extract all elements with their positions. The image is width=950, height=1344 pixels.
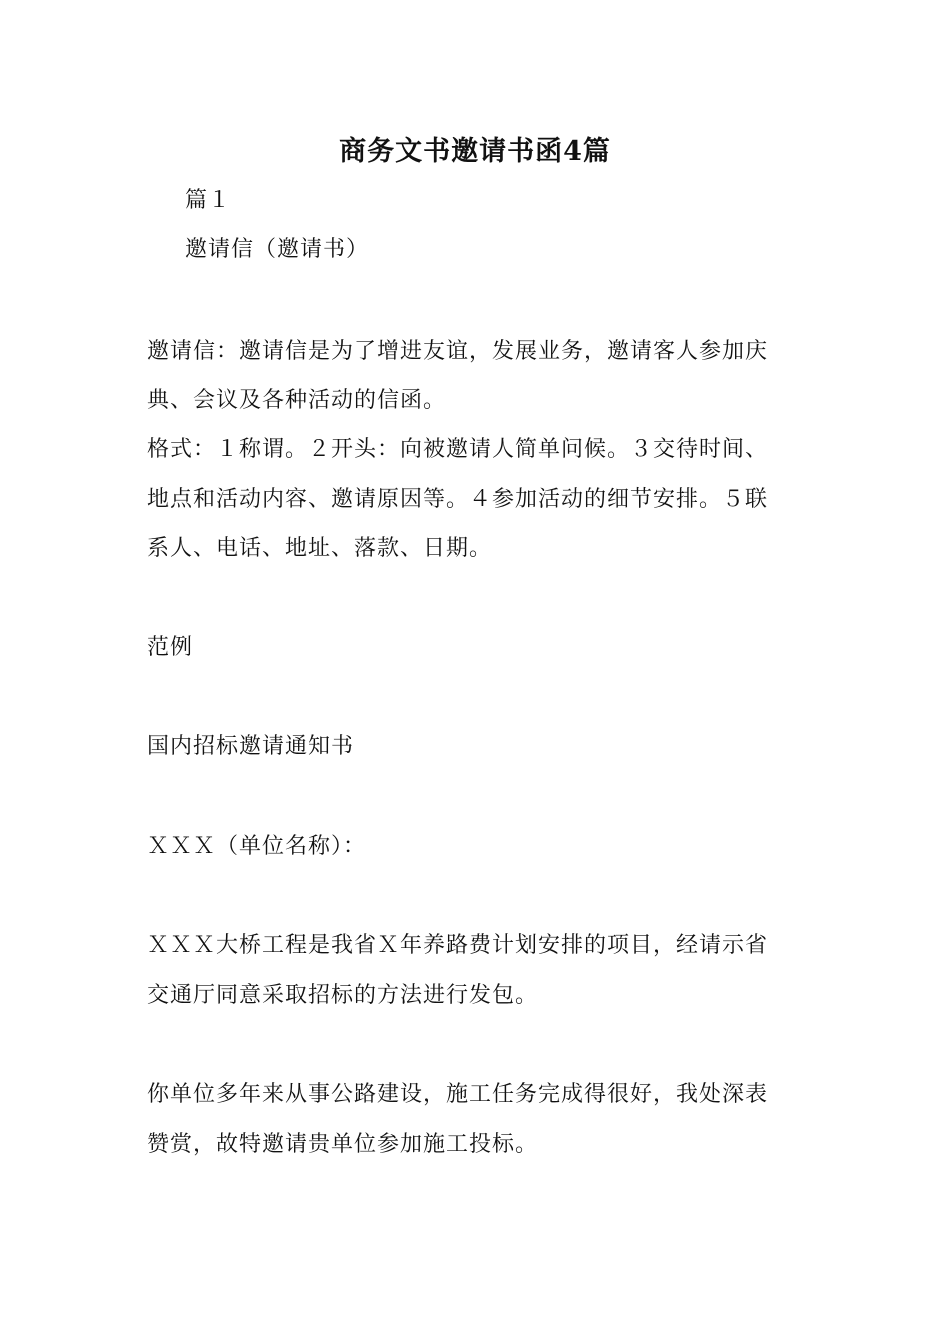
paragraph-line: 交通厅同意采取招标的方法进行发包。 (147, 983, 539, 1008)
document-title: 商务文书邀请书函4篇 (339, 136, 611, 167)
paragraph-line: 格式：１称谓。２开头：向被邀请人简单问候。３交待时间、 (147, 437, 769, 462)
salutation: ＸＸＸ（单位名称）： (147, 834, 367, 859)
paragraph-line: 系人、电话、地址、落款、日期。 (147, 536, 493, 561)
section-label: 篇１ (185, 188, 232, 213)
paragraph-line: 你单位多年来从事公路建设，施工任务完成得很好，我处深表 (147, 1082, 769, 1107)
paragraph-line: 赞赏，故特邀请贵单位参加施工投标。 (147, 1132, 539, 1157)
paragraph-line: 邀请信：邀请信是为了增进友谊，发展业务，邀请客人参加庆 (147, 339, 769, 364)
paragraph-line: 典、会议及各种活动的信函。 (147, 388, 447, 413)
paragraph-line: ＸＸＸ大桥工程是我省Ｘ年养路费计划安排的项目，经请示省 (147, 933, 769, 958)
paragraph-line: 地点和活动内容、邀请原因等。４参加活动的细节安排。５联 (147, 487, 769, 512)
example-heading: 范例 (147, 635, 194, 660)
notice-title: 国内招标邀请通知书 (147, 734, 355, 759)
letter-subtitle: 邀请信（邀请书） (185, 237, 370, 262)
